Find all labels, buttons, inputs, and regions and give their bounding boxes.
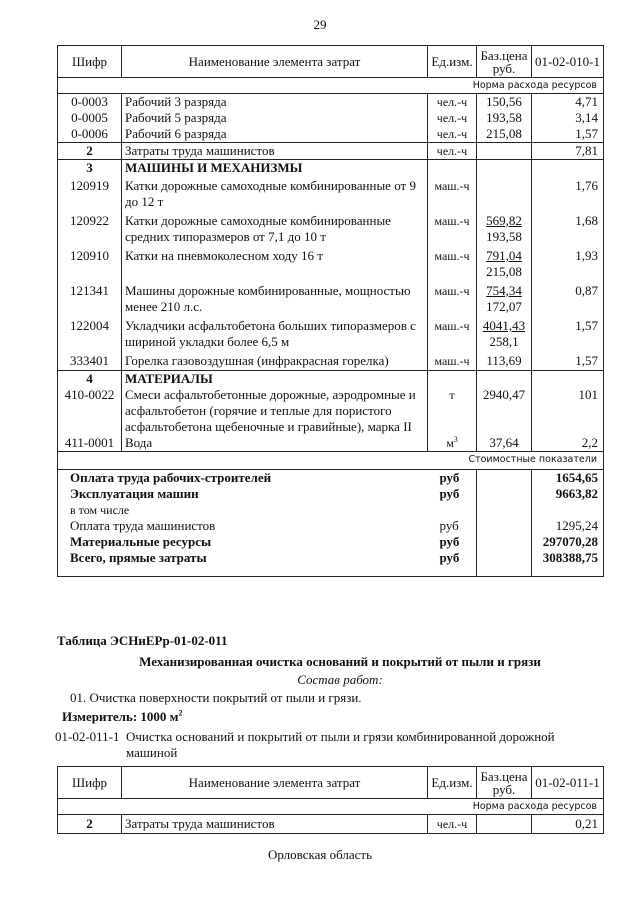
empty-cell: [477, 160, 532, 177]
row-unit: чел.-ч: [428, 110, 477, 126]
row-name: Горелка газовоздушная (инфракрасная горелка): [122, 351, 428, 371]
row-unit: маш.-ч: [428, 211, 477, 246]
table-row: [58, 435, 604, 452]
row-price: 37,64: [477, 435, 532, 452]
row-code: 333401: [58, 351, 122, 371]
row-price: [477, 246, 532, 281]
empty-cell: [477, 534, 532, 550]
price-wage: 172,07: [486, 299, 522, 314]
header-name: Наименование элемента затрат: [122, 46, 428, 78]
row-code: 2: [58, 815, 122, 834]
row-unit: маш.-ч: [428, 176, 477, 211]
table-row: [58, 281, 604, 316]
measure-label: [62, 709, 183, 725]
section-code: 2: [58, 143, 122, 160]
cost-value: 308388,75: [532, 550, 604, 577]
cost-row: [58, 518, 604, 534]
row-value: 2,2: [532, 435, 604, 452]
row-price: 150,56: [477, 94, 532, 111]
cost-row: [58, 502, 604, 518]
row-name: Машины дорожные комбинированные, мощностью менее 210 л.с.: [122, 281, 428, 316]
empty-cell: [477, 470, 532, 487]
row-name: Смеси асфальтобетонные дорожные, аэродромные и асфальтобетон (горячие и теплые для пористого асфальтобетона щебеночные и гравийные), марка II: [122, 387, 428, 435]
cost-name: Оплата труда рабочих-строителей: [58, 470, 428, 487]
row-value: 0,87: [532, 281, 604, 316]
unit-superscript: 3: [453, 435, 458, 444]
row-code: 0-0006: [58, 126, 122, 143]
header-name: Наименование элемента затрат: [122, 767, 428, 799]
cost-label-row: [58, 452, 604, 470]
section-name: Затраты труда машинистов: [122, 143, 428, 160]
row-unit: маш.-ч: [428, 351, 477, 371]
row-unit: чел.-ч: [428, 126, 477, 143]
unit-text: м: [446, 436, 454, 450]
table-header-row: [58, 46, 604, 78]
row-price: [477, 143, 532, 160]
price-wage: 193,58: [486, 229, 522, 244]
row-price: 193,58: [477, 110, 532, 126]
norma-row: [58, 78, 604, 94]
table-row: [58, 126, 604, 143]
header-unit: Ед.изм.: [428, 46, 477, 78]
row-value: 1,57: [532, 351, 604, 371]
row-unit: чел.-ч: [428, 815, 477, 834]
row-price: [477, 211, 532, 246]
row-code: 0-0005: [58, 110, 122, 126]
row-value: 1,57: [532, 126, 604, 143]
cost-unit: [428, 502, 477, 518]
price-wage: 215,08: [486, 264, 522, 279]
section-4-header: [58, 371, 604, 388]
section-title: МАШИНЫ И МЕХАНИЗМЫ: [122, 160, 428, 177]
page-number: 29: [313, 17, 327, 32]
cost-value: 9663,82: [532, 486, 604, 502]
row-price: [477, 316, 532, 351]
resource-table-01-02-010-1: [57, 45, 604, 577]
cost-unit: руб: [428, 518, 477, 534]
row-unit: т: [428, 387, 477, 435]
item-description: Очистка оснований и покрытий от пыли и грязи комбинированной дорожной машиной: [126, 729, 555, 760]
row-code: 121341: [58, 281, 122, 316]
row-name: Катки дорожные самоходные комбинированные от 9 до 12 т: [122, 176, 428, 211]
section-code: 4: [58, 371, 122, 388]
cost-value: 297070,28: [532, 534, 604, 550]
empty-cell: [428, 371, 477, 388]
row-name: Укладчики асфальтобетона больших типоразмеров с шириной укладки более 6,5 м: [122, 316, 428, 351]
work-item: 01. Очистка поверхности покрытий от пыли и грязи.: [70, 690, 362, 705]
cost-value: 1654,65: [532, 470, 604, 487]
row-unit: маш.-ч: [428, 246, 477, 281]
table-row: [58, 110, 604, 126]
row-value: 4,71: [532, 94, 604, 111]
row-value: 3,14: [532, 110, 604, 126]
cost-row: [58, 470, 604, 487]
resource-table-01-02-011-1: [57, 766, 604, 834]
empty-cell: [477, 550, 532, 577]
row-value: 7,81: [532, 143, 604, 160]
row-name: Рабочий 6 разряда: [122, 126, 428, 143]
table-row: [58, 211, 604, 246]
table-row: [58, 351, 604, 371]
norma-label: Норма расхода ресурсов: [58, 78, 604, 94]
header-norm-code: 01-02-011-1: [532, 767, 604, 799]
cost-name: Материальные ресурсы: [58, 534, 428, 550]
table-header-row: [58, 767, 604, 799]
item-code: 01-02-011-1: [55, 729, 120, 744]
empty-cell: [477, 502, 532, 518]
row-value: 1,57: [532, 316, 604, 351]
table-row: [58, 176, 604, 211]
cost-unit: руб: [428, 486, 477, 502]
cost-unit: руб: [428, 550, 477, 577]
price-total: 569,82: [486, 213, 522, 228]
cost-row: [58, 534, 604, 550]
row-code: 411-0001: [58, 435, 122, 452]
header-price: Баз.цена руб.: [477, 767, 532, 799]
cost-unit: руб: [428, 534, 477, 550]
empty-cell: [532, 160, 604, 177]
row-value: 101: [532, 387, 604, 435]
table-row: [58, 316, 604, 351]
empty-cell: [428, 160, 477, 177]
section-2-row: [58, 143, 604, 160]
measure-superscript: 2: [178, 708, 183, 718]
table-row: [58, 815, 604, 834]
section-heading: Механизированная очистка оснований и покрытий от пыли и грязи: [139, 654, 541, 669]
page-footer: Орловская область: [267, 847, 373, 862]
empty-cell: [477, 371, 532, 388]
row-unit: чел.-ч: [428, 94, 477, 111]
table-row: [58, 387, 604, 435]
row-unit: чел.-ч: [428, 143, 477, 160]
row-price: 2940,47: [477, 387, 532, 435]
row-value: 1,68: [532, 211, 604, 246]
row-code: 410-0022: [58, 387, 122, 435]
work-composition-label: Состав работ:: [297, 672, 383, 687]
cost-unit: руб: [428, 470, 477, 487]
cost-row: [58, 486, 604, 502]
header-unit: Ед.изм.: [428, 767, 477, 799]
row-code: 122004: [58, 316, 122, 351]
row-value: 1,76: [532, 176, 604, 211]
row-price: 113,69: [477, 351, 532, 371]
cost-name: в том числе: [58, 502, 428, 518]
row-code: 120910: [58, 246, 122, 281]
measure-text: Измеритель: 1000 м: [62, 709, 179, 724]
section-3-header: [58, 160, 604, 177]
row-value: 0,21: [532, 815, 604, 834]
row-value: 1,93: [532, 246, 604, 281]
row-price: [477, 176, 532, 211]
cost-name: Оплата труда машинистов: [58, 518, 428, 534]
price-total: 754,34: [486, 283, 522, 298]
cost-row: [58, 550, 604, 577]
empty-cell: [477, 518, 532, 534]
section-title: МАТЕРИАЛЫ: [122, 371, 428, 388]
price-total: 791,04: [486, 248, 522, 263]
row-code: 120919: [58, 176, 122, 211]
price-wage: 258,1: [489, 334, 519, 349]
empty-cell: [532, 371, 604, 388]
row-name: Рабочий 5 разряда: [122, 110, 428, 126]
table-row: [58, 246, 604, 281]
row-unit: маш.-ч: [428, 316, 477, 351]
cost-name: Эксплуатация машин: [58, 486, 428, 502]
row-unit: [428, 435, 477, 452]
section-code: 3: [58, 160, 122, 177]
row-name: Катки на пневмоколесном ходу 16 т: [122, 246, 428, 281]
header-code: Шифр: [58, 767, 122, 799]
row-code: 120922: [58, 211, 122, 246]
norma-label: Норма расхода ресурсов: [58, 799, 604, 815]
row-code: 0-0003: [58, 94, 122, 111]
row-price: [477, 281, 532, 316]
row-price: [477, 815, 532, 834]
cost-name: Всего, прямые затраты: [58, 550, 428, 577]
norma-row: [58, 799, 604, 815]
row-unit: маш.-ч: [428, 281, 477, 316]
empty-cell: [477, 486, 532, 502]
table-row: [58, 94, 604, 111]
cost-label: Стоимостные показатели: [58, 452, 604, 470]
row-name: Затраты труда машинистов: [122, 815, 428, 834]
row-name: Вода: [122, 435, 428, 452]
row-name: Рабочий 3 разряда: [122, 94, 428, 111]
header-code: Шифр: [58, 46, 122, 78]
price-total: 4041,43: [482, 318, 526, 333]
cost-value: 1295,24: [532, 518, 604, 534]
table-title: Таблица ЭСНиЕРр-01-02-011: [57, 633, 228, 648]
cost-value: [532, 502, 604, 518]
row-price: 215,08: [477, 126, 532, 143]
row-name: Катки дорожные самоходные комбинированные средних типоразмеров от 7,1 до 10 т: [122, 211, 428, 246]
header-norm-code: 01-02-010-1: [532, 46, 604, 78]
header-price: Баз.цена руб.: [477, 46, 532, 78]
